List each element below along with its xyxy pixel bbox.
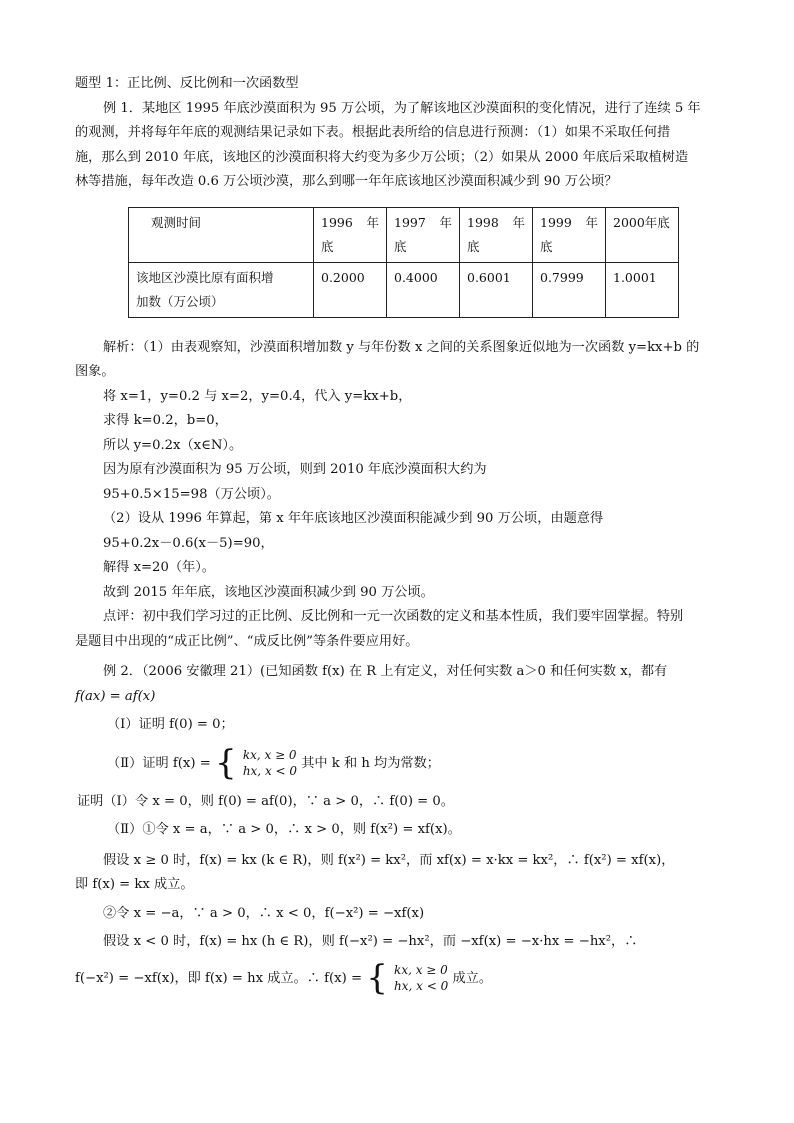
case-nonnegative: kx, x ≥ 0 — [394, 963, 448, 977]
piecewise-cases — [243, 747, 297, 779]
comment-line-2: 是题目中出现的“成正比例”、“成反比例”等条件要应用好。 — [75, 633, 419, 649]
table-value-cell: 1.0001 — [606, 262, 679, 317]
proof-part-2-step-1: （Ⅱ）①令 x = a，∵ a > 0，∴ x > 0，则 f(x²) = xf(x)。 — [107, 822, 461, 837]
solution-1-line-1: 解析：（1）由表观察知，沙漠面积增加数 y 与年份数 x 之间的关系图象近似地为一次函数 y=kx+b 的 — [103, 339, 700, 355]
year-end: 底 — [394, 238, 407, 254]
left-brace-icon: { — [214, 743, 237, 783]
table-year-cell — [314, 207, 387, 262]
table-data-row — [129, 262, 679, 317]
proof-assumption-negative: 假设 x < 0 时，f(x) = hx (h ∈ R)，则 f(−x²) = −hx²，而 −xf(x) = −x·hx = −hx²，∴ — [103, 934, 638, 949]
example-2-part-1: （Ⅰ）证明 f(0) = 0； — [107, 717, 234, 732]
solution-1-line-2: 图象。 — [75, 364, 115, 379]
year-end: 底 — [321, 238, 334, 254]
part-2-prefix: （Ⅱ）证明 f(x) = — [107, 755, 211, 771]
observation-table — [128, 207, 679, 318]
left-brace-icon: { — [366, 958, 388, 998]
proof-final-line — [75, 957, 725, 1001]
example-2-part-2 — [75, 742, 725, 786]
comment-line-1: 点评：初中我们学习过的正比例、反比例和一元一次函数的定义和基本性质，我们要牢固掌握。特别 — [103, 609, 684, 624]
year-suffix: 年 — [439, 214, 452, 230]
year-end: 底 — [467, 238, 480, 254]
example-2-line-2: f(ax) = af(x) — [75, 688, 156, 704]
table-header-label — [129, 207, 314, 262]
part-2-suffix: 其中 k 和 h 均为常数； — [301, 755, 440, 771]
case-negative: hx, x < 0 — [242, 764, 298, 778]
table-header-row — [129, 207, 679, 262]
proof-part-2-step-2: ②令 x = −a，∵ a > 0，∴ x < 0，f(−x²) = −xf(x) — [103, 905, 425, 921]
solution-1-line-3: 将 x=1，y=0.2 与 x=2，y=0.4，代入 y=kx+b， — [103, 388, 412, 404]
year-number: 1999 — [540, 214, 572, 230]
proof-assumption-nonnegative: 假设 x ≥ 0 时，f(x) = kx (k ∈ R)，则 f(x²) = kx²，而 xf(x) = x·kx = kx²，∴ f(x²) = xf(x)， — [103, 852, 675, 868]
case-nonnegative: kx, x ≥ 0 — [242, 748, 297, 762]
solution-1-line-4: 求得 k=0.2，b=0， — [103, 413, 228, 428]
example-1-line-1: 例 1．某地区 1995 年底沙漠面积为 95 万公顷，为了解该地区沙漠面积的变化情况，进行了连续 5 年 — [103, 100, 701, 116]
year-number: 2000年底 — [613, 214, 670, 230]
solution-1-line-9: 95+0.2x－0.6(x－5)=90， — [103, 535, 274, 551]
solution-1-line-10: 解得 x=20（年）。 — [103, 560, 215, 575]
year-end: 底 — [540, 238, 553, 254]
header-label-text: 观测时间 — [151, 214, 202, 230]
year-number: 1998 — [467, 214, 499, 230]
proof-conclusion-nonnegative: 即 f(x) = kx 成立。 — [75, 877, 194, 892]
example-1-line-2: 的观测，并将每年年底的观测结果记录如下表。根据此表所给的信息进行预测：（1）如果不采取任何措 — [75, 125, 671, 140]
solution-1-line-6: 因为原有沙漠面积为 95 万公顷，则到 2010 年底沙漠面积大约为 — [103, 462, 487, 477]
table-year-cell — [606, 207, 679, 262]
final-line-prefix: f(−x²) = −xf(x)，即 f(x) = hx 成立。∴ f(x) = — [75, 970, 362, 986]
row-label-line-2: 加数（万公顷） — [136, 293, 224, 309]
document-page — [75, 72, 725, 1001]
case-negative: hx, x < 0 — [394, 979, 449, 993]
table-row-label — [129, 262, 314, 317]
table-year-cell — [460, 207, 533, 262]
year-suffix: 年 — [366, 214, 379, 230]
table-value-cell: 0.2000 — [314, 262, 387, 317]
year-number: 1996 — [321, 214, 353, 230]
piecewise-cases-final — [394, 962, 448, 994]
example-1-line-3: 施，那么到 2010 年底，该地区的沙漠面积将大约变为多少万公顷；（2）如果从 2000 年底后采取植树造 — [75, 149, 689, 165]
proof-part-1: 证明（Ⅰ）令 x = 0，则 f(0) = af(0)，∵ a > 0，∴ f(0) = 0。 — [77, 793, 454, 809]
table-value-cell: 0.7999 — [533, 262, 606, 317]
example-2-line-1: 例 2．（2006 安徽理 21）(已知函数 f(x) 在 R 上有定义，对任何实数 a＞0 和任何实数 x，都有 — [103, 664, 668, 679]
table-value-cell: 0.6001 — [460, 262, 533, 317]
row-label-line-1: 该地区沙漠比原有面积增 — [136, 269, 274, 285]
table-value-cell: 0.4000 — [387, 262, 460, 317]
section-heading: 题型 1：正比例、反比例和一次函数型 — [75, 76, 299, 91]
year-number: 1997 — [394, 214, 426, 230]
year-suffix: 年 — [585, 214, 598, 230]
observation-table-wrapper — [128, 207, 725, 318]
solution-1-line-5: 所以 y=0.2x（x∈N）。 — [103, 437, 243, 453]
final-line-suffix: 成立。 — [452, 970, 493, 986]
solution-1-line-8: （2）设从 1996 年算起，第 x 年年底该地区沙漠面积能减少到 90 万公顷，由题意得 — [103, 511, 604, 526]
table-year-cell — [387, 207, 460, 262]
table-year-cell — [533, 207, 606, 262]
year-suffix: 年 — [512, 214, 525, 230]
solution-1-line-7: 95+0.5×15=98（万公顷）。 — [103, 486, 280, 502]
example-1-line-4: 林等措施，每年改造 0.6 万公顷沙漠，那么到哪一年年底该地区沙漠面积减少到 90 万公顷？ — [75, 174, 618, 189]
solution-1-line-11: 故到 2015 年年底，该地区沙漠面积减少到 90 万公顷。 — [103, 584, 434, 600]
